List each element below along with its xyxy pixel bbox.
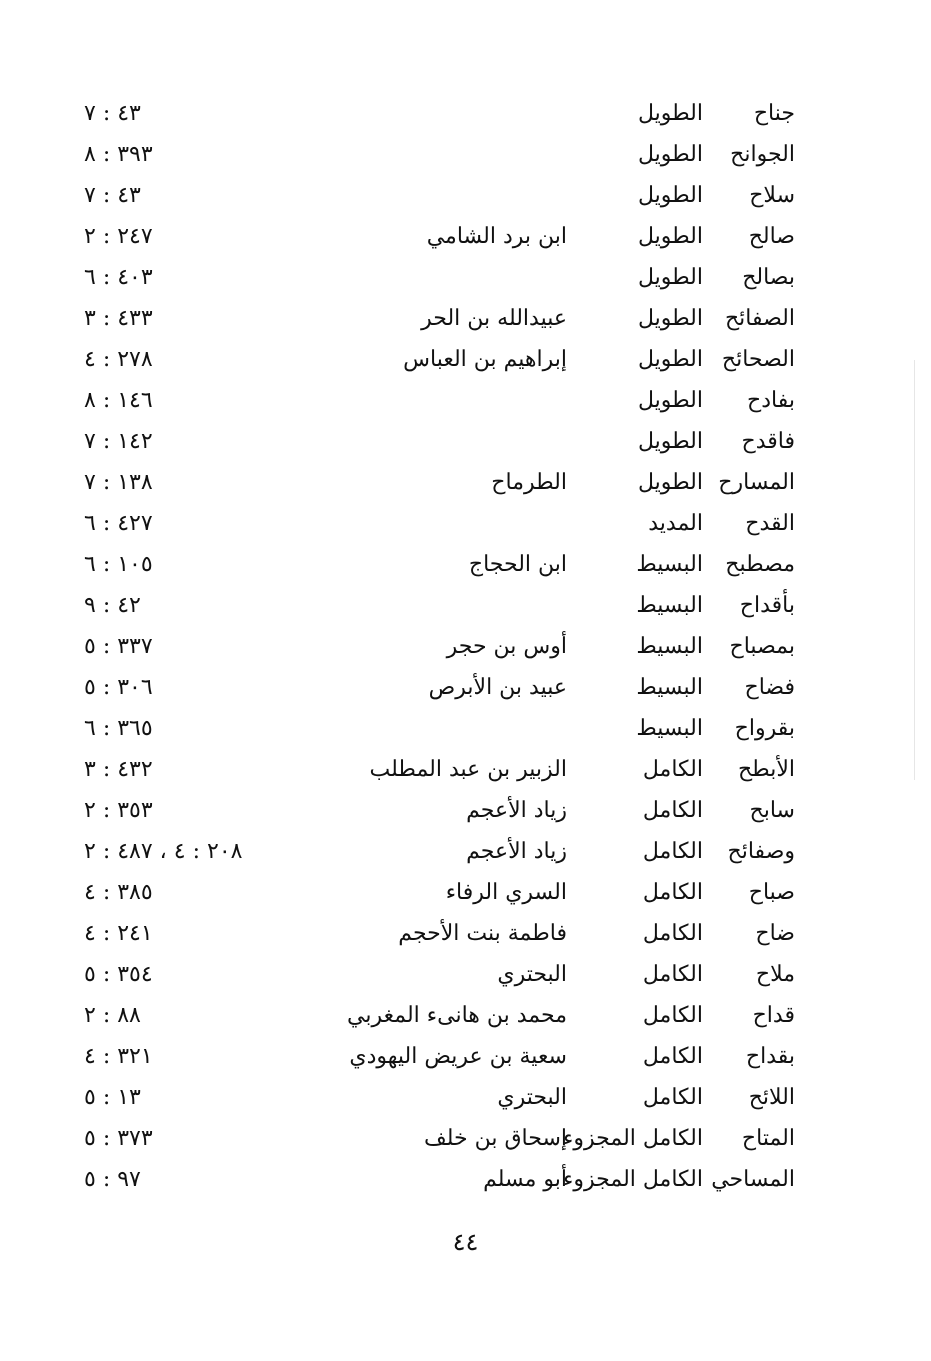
index-row: [0, 463, 931, 504]
index-row: [0, 217, 931, 258]
rhyme-word: صباح: [748, 880, 795, 905]
rhyme-word: الجوانح: [730, 142, 795, 167]
rhyme-word: الصفائح: [724, 306, 795, 331]
rhyme-word: سابح: [749, 798, 795, 823]
volume-page-reference: ٣٨٥ : ٤: [84, 880, 153, 905]
index-row: [0, 258, 931, 299]
rhyme-word: بصالح: [742, 265, 795, 290]
index-row: [0, 709, 931, 750]
rhyme-word: فاقدح: [741, 429, 795, 454]
rhyme-word: اللائح: [748, 1085, 795, 1110]
rhyme-word: صالح: [748, 224, 795, 249]
volume-page-reference: ٤٣٢ : ٣: [84, 757, 153, 782]
meter-name: الكامل: [642, 1003, 703, 1028]
poet-name: أبو مسلم: [483, 1167, 567, 1192]
meter-name: الكامل: [642, 839, 703, 864]
volume-page-reference: ٣٩٣ : ٨: [84, 142, 153, 167]
poet-name: زياد الأعجم: [466, 798, 567, 823]
index-row: [0, 586, 931, 627]
volume-page-reference: ٣٠٦ : ٥: [84, 675, 153, 700]
meter-name: البسيط: [636, 634, 703, 659]
volume-page-reference: ٣٦٥ : ٦: [84, 716, 153, 741]
rhyme-index-list: [0, 94, 931, 1201]
index-row: [0, 750, 931, 791]
rhyme-word: بمصباح: [729, 634, 795, 659]
meter-name: الطويل: [637, 183, 703, 208]
index-row: [0, 627, 931, 668]
meter-name: الطويل: [637, 470, 703, 495]
rhyme-word: سلاح: [749, 183, 795, 208]
index-row: [0, 1119, 931, 1160]
index-row: [0, 545, 931, 586]
volume-page-reference: ١٠٥ : ٦: [84, 552, 153, 577]
rhyme-word: مصطبح: [725, 552, 795, 577]
volume-page-reference: ٣٥٤ : ٥: [84, 962, 153, 987]
page-number: ٤٤: [452, 1228, 479, 1256]
meter-name: البسيط: [636, 593, 703, 618]
volume-page-reference: ٤٣ : ٧: [84, 101, 141, 126]
poet-name: أوس بن حجر: [446, 634, 567, 659]
rhyme-word: ملاح: [755, 962, 795, 987]
meter-name: الكامل: [642, 880, 703, 905]
rhyme-word: جناح: [753, 101, 795, 126]
poet-name: البحتري: [497, 1085, 567, 1110]
poet-name: الزبير بن عبد المطلب: [369, 757, 567, 782]
meter-name: الكامل المجزوء: [563, 1126, 703, 1151]
index-row: [0, 422, 931, 463]
meter-name: الكامل: [642, 757, 703, 782]
index-row: [0, 340, 931, 381]
poet-name: ابن برد الشامي: [426, 224, 567, 249]
meter-name: الطويل: [637, 265, 703, 290]
poet-name: عبيدالله بن الحر: [421, 306, 567, 331]
poet-name: إسحاق بن خلف: [423, 1126, 567, 1151]
index-row: [0, 299, 931, 340]
meter-name: الطويل: [637, 306, 703, 331]
meter-name: الكامل: [642, 962, 703, 987]
index-row: [0, 873, 931, 914]
meter-name: الكامل: [642, 1044, 703, 1069]
poet-name: البحتري: [497, 962, 567, 987]
index-row: [0, 914, 931, 955]
volume-page-reference: ١٣٨ : ٧: [84, 470, 153, 495]
volume-page-reference: ٤٢ : ٩: [84, 593, 141, 618]
volume-page-reference: ٤٢٧ : ٦: [84, 511, 153, 536]
volume-page-reference: ٤٣ : ٧: [84, 183, 141, 208]
volume-page-reference: ١٤٢ : ٧: [84, 429, 153, 454]
volume-page-reference: ٤٠٣ : ٦: [84, 265, 153, 290]
rhyme-word: المساحي: [711, 1167, 795, 1192]
volume-page-reference: ٨٨ : ٢: [84, 1003, 141, 1028]
index-row: [0, 1078, 931, 1119]
rhyme-word: المسارح: [718, 470, 795, 495]
poet-name: سعية بن عريض اليهودي: [349, 1044, 567, 1069]
meter-name: الطويل: [637, 142, 703, 167]
meter-name: الطويل: [637, 388, 703, 413]
meter-name: الكامل: [642, 1085, 703, 1110]
meter-name: الكامل: [642, 798, 703, 823]
volume-page-reference: ٣٣٧ : ٥: [84, 634, 153, 659]
meter-name: الطويل: [637, 429, 703, 454]
rhyme-word: ضاح: [755, 921, 795, 946]
index-row: [0, 955, 931, 996]
index-row: [0, 791, 931, 832]
poet-name: عبيد بن الأبرص: [428, 675, 567, 700]
volume-page-reference: ٣٧٣ : ٥: [84, 1126, 153, 1151]
volume-page-reference: ٩٧ : ٥: [84, 1167, 141, 1192]
meter-name: الكامل: [642, 921, 703, 946]
volume-page-reference: ٢٤٧ : ٢: [84, 224, 153, 249]
index-row: [0, 381, 931, 422]
poet-name: زياد الأعجم: [466, 839, 567, 864]
rhyme-word: الصحائح: [721, 347, 795, 372]
volume-page-reference: ١٤٦ : ٨: [84, 388, 153, 413]
rhyme-word: وصفائح: [727, 839, 795, 864]
volume-page-reference: ٢٠٨ : ٤ ، ٤٨٧ : ٢: [84, 839, 243, 864]
index-row: [0, 1037, 931, 1078]
volume-page-reference: ٢٤١ : ٤: [84, 921, 153, 946]
rhyme-word: فضاح: [744, 675, 795, 700]
volume-page-reference: ١٣ : ٥: [84, 1085, 141, 1110]
meter-name: الطويل: [637, 101, 703, 126]
meter-name: البسيط: [636, 552, 703, 577]
meter-name: المديد: [648, 511, 703, 536]
rhyme-word: بقداح: [745, 1044, 795, 1069]
meter-name: البسيط: [636, 716, 703, 741]
rhyme-word: القدح: [745, 511, 795, 536]
index-row: [0, 94, 931, 135]
rhyme-word: بقرواح: [734, 716, 795, 741]
index-row: [0, 1160, 931, 1201]
meter-name: البسيط: [636, 675, 703, 700]
meter-name: الطويل: [637, 347, 703, 372]
index-row: [0, 832, 931, 873]
index-row: [0, 176, 931, 217]
poet-name: إبراهيم بن العباس: [403, 347, 567, 372]
poet-name: ابن الحجاج: [468, 552, 567, 577]
rhyme-word: بفادح: [747, 388, 795, 413]
poet-name: فاطمة بنت الأحجم: [398, 921, 567, 946]
rhyme-word: بأقداح: [739, 593, 795, 618]
poet-name: محمد بن هانىء المغربي: [347, 1003, 567, 1028]
rhyme-word: الأبطح: [737, 757, 795, 782]
volume-page-reference: ٣٢١ : ٤: [84, 1044, 153, 1069]
volume-page-reference: ٢٧٨ : ٤: [84, 347, 153, 372]
meter-name: الكامل المجزوء: [563, 1167, 703, 1192]
volume-page-reference: ٣٥٣ : ٢: [84, 798, 153, 823]
rhyme-word: قداح: [752, 1003, 795, 1028]
page-edge-shadow: [914, 360, 915, 780]
index-row: [0, 504, 931, 545]
index-row: [0, 668, 931, 709]
poet-name: السري الرفاء: [445, 880, 567, 905]
poet-name: الطرماح: [491, 470, 567, 495]
meter-name: الطويل: [637, 224, 703, 249]
volume-page-reference: ٤٣٣ : ٣: [84, 306, 153, 331]
index-row: [0, 996, 931, 1037]
rhyme-word: المتاح: [741, 1126, 795, 1151]
index-row: [0, 135, 931, 176]
